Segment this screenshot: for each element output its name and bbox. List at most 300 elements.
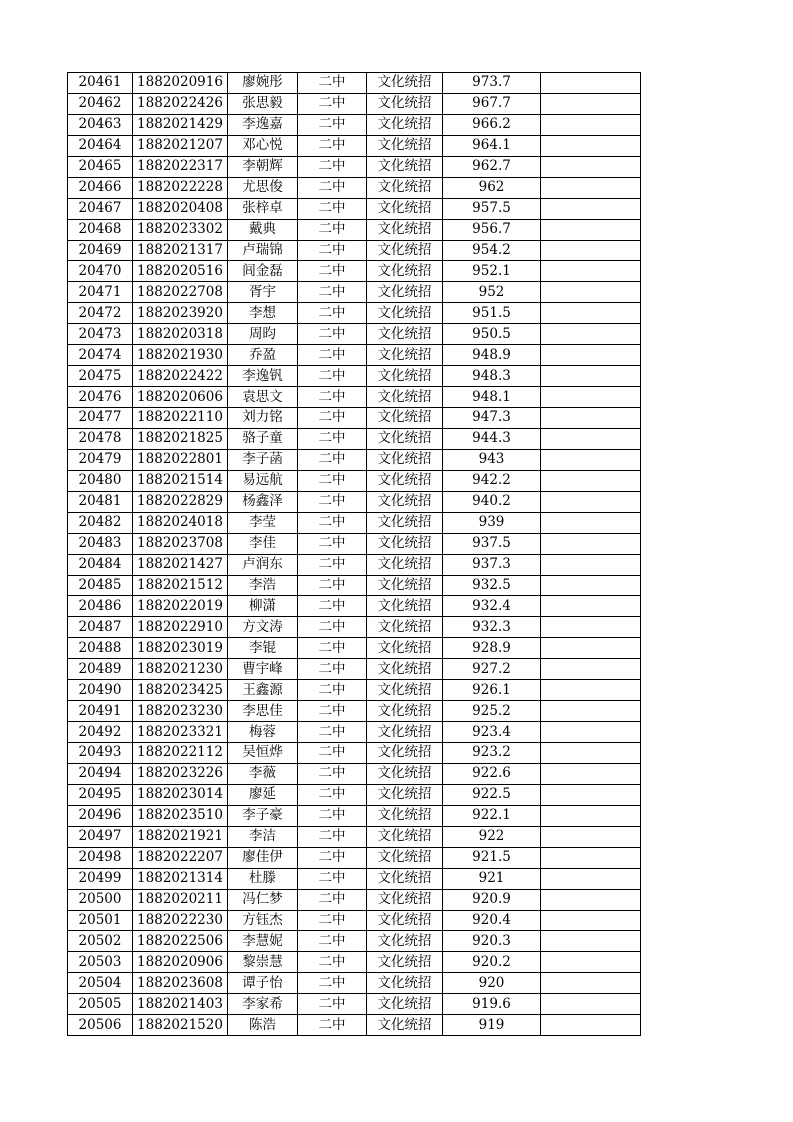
table-row [68, 889, 641, 910]
empty-remarks-cell [541, 617, 641, 638]
school-cell: 二中 [298, 449, 367, 470]
table-row [68, 303, 641, 324]
candidate-id-cell: 1882022207 [133, 847, 228, 868]
empty-remarks-cell [541, 868, 641, 889]
empty-remarks-cell [541, 135, 641, 156]
empty-remarks-cell [541, 596, 641, 617]
student-name-cell: 梅蓉 [228, 722, 298, 743]
admission-type-cell: 文化统招 [367, 177, 443, 198]
student-name-cell: 李浩 [228, 575, 298, 596]
serial-number-cell: 20494 [68, 763, 133, 784]
table-row [68, 73, 641, 94]
school-cell: 二中 [298, 512, 367, 533]
candidate-id-cell: 1882021512 [133, 575, 228, 596]
candidate-id-cell: 1882022112 [133, 743, 228, 764]
table-row [68, 784, 641, 805]
empty-remarks-cell [541, 303, 641, 324]
admission-type-cell: 文化统招 [367, 240, 443, 261]
score-cell: 948.3 [443, 366, 541, 387]
table-row [68, 387, 641, 408]
table-row [68, 973, 641, 994]
table-row [68, 219, 641, 240]
admission-type-cell: 文化统招 [367, 680, 443, 701]
empty-remarks-cell [541, 952, 641, 973]
student-name-cell: 刘力铭 [228, 408, 298, 429]
student-name-cell: 周昀 [228, 324, 298, 345]
table-row [68, 408, 641, 429]
empty-remarks-cell [541, 324, 641, 345]
empty-remarks-cell [541, 994, 641, 1015]
empty-remarks-cell [541, 177, 641, 198]
admission-type-cell: 文化统招 [367, 889, 443, 910]
serial-number-cell: 20463 [68, 114, 133, 135]
serial-number-cell: 20469 [68, 240, 133, 261]
candidate-id-cell: 1882022829 [133, 491, 228, 512]
serial-number-cell: 20471 [68, 282, 133, 303]
admission-type-cell: 文化统招 [367, 156, 443, 177]
serial-number-cell: 20493 [68, 743, 133, 764]
empty-remarks-cell [541, 533, 641, 554]
student-name-cell: 冯仁梦 [228, 889, 298, 910]
serial-number-cell: 20489 [68, 659, 133, 680]
candidate-id-cell: 1882021314 [133, 868, 228, 889]
school-cell: 二中 [298, 784, 367, 805]
serial-number-cell: 20480 [68, 470, 133, 491]
student-name-cell: 张梓卓 [228, 198, 298, 219]
candidate-id-cell: 1882020516 [133, 261, 228, 282]
admission-type-cell: 文化统招 [367, 114, 443, 135]
score-cell: 920.2 [443, 952, 541, 973]
score-cell: 956.7 [443, 219, 541, 240]
school-cell: 二中 [298, 701, 367, 722]
admission-type-cell: 文化统招 [367, 408, 443, 429]
admission-type-cell: 文化统招 [367, 575, 443, 596]
school-cell: 二中 [298, 408, 367, 429]
admission-type-cell: 文化统招 [367, 973, 443, 994]
empty-remarks-cell [541, 156, 641, 177]
candidate-id-cell: 1882021921 [133, 826, 228, 847]
score-cell: 922.6 [443, 763, 541, 784]
student-name-cell: 张思毅 [228, 93, 298, 114]
candidate-id-cell: 1882022910 [133, 617, 228, 638]
student-name-cell: 李慧妮 [228, 931, 298, 952]
student-name-cell: 李逸嘉 [228, 114, 298, 135]
candidate-id-cell: 1882023226 [133, 763, 228, 784]
table-row [68, 617, 641, 638]
school-cell: 二中 [298, 722, 367, 743]
table-row [68, 470, 641, 491]
student-name-cell: 方钰杰 [228, 910, 298, 931]
candidate-id-cell: 1882022708 [133, 282, 228, 303]
empty-remarks-cell [541, 198, 641, 219]
school-cell: 二中 [298, 303, 367, 324]
admission-type-cell: 文化统招 [367, 952, 443, 973]
table-row [68, 1015, 641, 1036]
serial-number-cell: 20473 [68, 324, 133, 345]
empty-remarks-cell [541, 701, 641, 722]
empty-remarks-cell [541, 73, 641, 94]
candidate-id-cell: 1882023510 [133, 805, 228, 826]
score-cell: 962.7 [443, 156, 541, 177]
empty-remarks-cell [541, 659, 641, 680]
school-cell: 二中 [298, 554, 367, 575]
empty-remarks-cell [541, 575, 641, 596]
student-name-cell: 吴恒烨 [228, 743, 298, 764]
table-row [68, 114, 641, 135]
empty-remarks-cell [541, 889, 641, 910]
student-name-cell: 陈浩 [228, 1015, 298, 1036]
student-name-cell: 廖延 [228, 784, 298, 805]
table-row [68, 743, 641, 764]
school-cell: 二中 [298, 805, 367, 826]
score-cell: 920 [443, 973, 541, 994]
score-cell: 920.3 [443, 931, 541, 952]
school-cell: 二中 [298, 387, 367, 408]
admission-type-cell: 文化统招 [367, 743, 443, 764]
candidate-id-cell: 1882022506 [133, 931, 228, 952]
serial-number-cell: 20474 [68, 345, 133, 366]
score-cell: 937.5 [443, 533, 541, 554]
candidate-id-cell: 1882021930 [133, 345, 228, 366]
serial-number-cell: 20464 [68, 135, 133, 156]
empty-remarks-cell [541, 743, 641, 764]
serial-number-cell: 20491 [68, 701, 133, 722]
candidate-id-cell: 1882021317 [133, 240, 228, 261]
empty-remarks-cell [541, 219, 641, 240]
table-row [68, 135, 641, 156]
school-cell: 二中 [298, 156, 367, 177]
student-name-cell: 戴典 [228, 219, 298, 240]
admission-type-cell: 文化统招 [367, 763, 443, 784]
admission-type-cell: 文化统招 [367, 596, 443, 617]
score-cell: 932.5 [443, 575, 541, 596]
admission-roster-table [67, 72, 641, 1036]
table-row [68, 910, 641, 931]
candidate-id-cell: 1882021514 [133, 470, 228, 491]
student-name-cell: 方文涛 [228, 617, 298, 638]
candidate-id-cell: 1882022230 [133, 910, 228, 931]
score-cell: 966.2 [443, 114, 541, 135]
serial-number-cell: 20498 [68, 847, 133, 868]
empty-remarks-cell [541, 763, 641, 784]
candidate-id-cell: 1882023230 [133, 701, 228, 722]
serial-number-cell: 20499 [68, 868, 133, 889]
school-cell: 二中 [298, 763, 367, 784]
student-name-cell: 李家希 [228, 994, 298, 1015]
table-row [68, 596, 641, 617]
table-row [68, 659, 641, 680]
admission-type-cell: 文化统招 [367, 219, 443, 240]
admission-type-cell: 文化统招 [367, 135, 443, 156]
admission-type-cell: 文化统招 [367, 826, 443, 847]
empty-remarks-cell [541, 805, 641, 826]
school-cell: 二中 [298, 282, 367, 303]
school-cell: 二中 [298, 847, 367, 868]
student-name-cell: 卢润东 [228, 554, 298, 575]
admission-type-cell: 文化统招 [367, 428, 443, 449]
candidate-id-cell: 1882021207 [133, 135, 228, 156]
school-cell: 二中 [298, 617, 367, 638]
empty-remarks-cell [541, 93, 641, 114]
empty-remarks-cell [541, 847, 641, 868]
serial-number-cell: 20488 [68, 638, 133, 659]
score-cell: 922.1 [443, 805, 541, 826]
admission-type-cell: 文化统招 [367, 994, 443, 1015]
candidate-id-cell: 1882022422 [133, 366, 228, 387]
score-cell: 932.4 [443, 596, 541, 617]
student-name-cell: 黎崇慧 [228, 952, 298, 973]
school-cell: 二中 [298, 73, 367, 94]
table-row [68, 324, 641, 345]
school-cell: 二中 [298, 533, 367, 554]
score-cell: 952.1 [443, 261, 541, 282]
candidate-id-cell: 1882020408 [133, 198, 228, 219]
serial-number-cell: 20476 [68, 387, 133, 408]
student-name-cell: 卢瑞锦 [228, 240, 298, 261]
empty-remarks-cell [541, 554, 641, 575]
score-cell: 962 [443, 177, 541, 198]
student-name-cell: 王鑫源 [228, 680, 298, 701]
student-name-cell: 易远航 [228, 470, 298, 491]
empty-remarks-cell [541, 491, 641, 512]
candidate-id-cell: 1882023425 [133, 680, 228, 701]
candidate-id-cell: 1882022110 [133, 408, 228, 429]
candidate-id-cell: 1882022801 [133, 449, 228, 470]
table-row [68, 952, 641, 973]
admission-type-cell: 文化统招 [367, 387, 443, 408]
school-cell: 二中 [298, 324, 367, 345]
school-cell: 二中 [298, 1015, 367, 1036]
score-cell: 973.7 [443, 73, 541, 94]
admission-type-cell: 文化统招 [367, 512, 443, 533]
score-cell: 937.3 [443, 554, 541, 575]
candidate-id-cell: 1882020318 [133, 324, 228, 345]
score-cell: 920.4 [443, 910, 541, 931]
score-cell: 948.1 [443, 387, 541, 408]
admission-type-cell: 文化统招 [367, 93, 443, 114]
school-cell: 二中 [298, 638, 367, 659]
serial-number-cell: 20470 [68, 261, 133, 282]
admission-type-cell: 文化统招 [367, 659, 443, 680]
admission-type-cell: 文化统招 [367, 701, 443, 722]
serial-number-cell: 20485 [68, 575, 133, 596]
serial-number-cell: 20501 [68, 910, 133, 931]
table-row [68, 156, 641, 177]
candidate-id-cell: 1882023019 [133, 638, 228, 659]
table-row [68, 261, 641, 282]
table-row [68, 680, 641, 701]
school-cell: 二中 [298, 240, 367, 261]
score-cell: 952 [443, 282, 541, 303]
serial-number-cell: 20465 [68, 156, 133, 177]
score-cell: 951.5 [443, 303, 541, 324]
school-cell: 二中 [298, 93, 367, 114]
school-cell: 二中 [298, 366, 367, 387]
student-name-cell: 杨鑫泽 [228, 491, 298, 512]
school-cell: 二中 [298, 177, 367, 198]
serial-number-cell: 20475 [68, 366, 133, 387]
student-name-cell: 廖婉彤 [228, 73, 298, 94]
candidate-id-cell: 1882023920 [133, 303, 228, 324]
student-name-cell: 邓心悦 [228, 135, 298, 156]
student-name-cell: 李朝辉 [228, 156, 298, 177]
admission-type-cell: 文化统招 [367, 324, 443, 345]
serial-number-cell: 20486 [68, 596, 133, 617]
score-cell: 921 [443, 868, 541, 889]
serial-number-cell: 20483 [68, 533, 133, 554]
score-cell: 920.9 [443, 889, 541, 910]
admission-type-cell: 文化统招 [367, 784, 443, 805]
school-cell: 二中 [298, 596, 367, 617]
candidate-id-cell: 1882020211 [133, 889, 228, 910]
empty-remarks-cell [541, 722, 641, 743]
table-row [68, 701, 641, 722]
candidate-id-cell: 1882021825 [133, 428, 228, 449]
candidate-id-cell: 1882023708 [133, 533, 228, 554]
student-name-cell: 李逸钒 [228, 366, 298, 387]
admission-type-cell: 文化统招 [367, 491, 443, 512]
school-cell: 二中 [298, 491, 367, 512]
empty-remarks-cell [541, 261, 641, 282]
candidate-id-cell: 1882022426 [133, 93, 228, 114]
school-cell: 二中 [298, 952, 367, 973]
score-cell: 942.2 [443, 470, 541, 491]
serial-number-cell: 20484 [68, 554, 133, 575]
candidate-id-cell: 1882024018 [133, 512, 228, 533]
student-name-cell: 尤思俊 [228, 177, 298, 198]
student-name-cell: 李莹 [228, 512, 298, 533]
admission-type-cell: 文化统招 [367, 931, 443, 952]
admission-type-cell: 文化统招 [367, 73, 443, 94]
candidate-id-cell: 1882020606 [133, 387, 228, 408]
serial-number-cell: 20477 [68, 408, 133, 429]
candidate-id-cell: 1882021403 [133, 994, 228, 1015]
table-row [68, 240, 641, 261]
student-name-cell: 李薇 [228, 763, 298, 784]
score-cell: 944.3 [443, 428, 541, 449]
serial-number-cell: 20492 [68, 722, 133, 743]
student-name-cell: 杜滕 [228, 868, 298, 889]
admission-type-cell: 文化统招 [367, 345, 443, 366]
school-cell: 二中 [298, 219, 367, 240]
empty-remarks-cell [541, 680, 641, 701]
school-cell: 二中 [298, 135, 367, 156]
serial-number-cell: 20487 [68, 617, 133, 638]
table-row [68, 722, 641, 743]
admission-type-cell: 文化统招 [367, 722, 443, 743]
school-cell: 二中 [298, 868, 367, 889]
empty-remarks-cell [541, 470, 641, 491]
school-cell: 二中 [298, 659, 367, 680]
serial-number-cell: 20481 [68, 491, 133, 512]
table-row [68, 449, 641, 470]
serial-number-cell: 20502 [68, 931, 133, 952]
table-row [68, 533, 641, 554]
table-row [68, 868, 641, 889]
student-name-cell: 李子豪 [228, 805, 298, 826]
empty-remarks-cell [541, 826, 641, 847]
table-row [68, 638, 641, 659]
admission-type-cell: 文化统招 [367, 303, 443, 324]
roster-body [68, 73, 641, 1036]
empty-remarks-cell [541, 449, 641, 470]
serial-number-cell: 20468 [68, 219, 133, 240]
empty-remarks-cell [541, 408, 641, 429]
admission-type-cell: 文化统招 [367, 868, 443, 889]
empty-remarks-cell [541, 910, 641, 931]
candidate-id-cell: 1882023321 [133, 722, 228, 743]
student-name-cell: 闾金磊 [228, 261, 298, 282]
table-row [68, 575, 641, 596]
table-row [68, 366, 641, 387]
student-name-cell: 谭子怡 [228, 973, 298, 994]
candidate-id-cell: 1882021230 [133, 659, 228, 680]
score-cell: 923.4 [443, 722, 541, 743]
empty-remarks-cell [541, 638, 641, 659]
school-cell: 二中 [298, 680, 367, 701]
admission-type-cell: 文化统招 [367, 847, 443, 868]
school-cell: 二中 [298, 826, 367, 847]
empty-remarks-cell [541, 428, 641, 449]
student-name-cell: 李锟 [228, 638, 298, 659]
school-cell: 二中 [298, 198, 367, 219]
student-name-cell: 胥宇 [228, 282, 298, 303]
student-name-cell: 李想 [228, 303, 298, 324]
student-name-cell: 骆子童 [228, 428, 298, 449]
empty-remarks-cell [541, 387, 641, 408]
admission-type-cell: 文化统招 [367, 638, 443, 659]
score-cell: 947.3 [443, 408, 541, 429]
score-cell: 922 [443, 826, 541, 847]
admission-type-cell: 文化统招 [367, 910, 443, 931]
table-row [68, 177, 641, 198]
table-row [68, 847, 641, 868]
admission-type-cell: 文化统招 [367, 282, 443, 303]
school-cell: 二中 [298, 889, 367, 910]
score-cell: 957.5 [443, 198, 541, 219]
score-cell: 943 [443, 449, 541, 470]
candidate-id-cell: 1882023302 [133, 219, 228, 240]
candidate-id-cell: 1882022019 [133, 596, 228, 617]
serial-number-cell: 20479 [68, 449, 133, 470]
student-name-cell: 李子菡 [228, 449, 298, 470]
score-cell: 921.5 [443, 847, 541, 868]
score-cell: 928.9 [443, 638, 541, 659]
candidate-id-cell: 1882021427 [133, 554, 228, 575]
candidate-id-cell: 1882022228 [133, 177, 228, 198]
table-row [68, 282, 641, 303]
serial-number-cell: 20495 [68, 784, 133, 805]
school-cell: 二中 [298, 994, 367, 1015]
admission-type-cell: 文化统招 [367, 261, 443, 282]
school-cell: 二中 [298, 743, 367, 764]
serial-number-cell: 20472 [68, 303, 133, 324]
score-cell: 919.6 [443, 994, 541, 1015]
school-cell: 二中 [298, 910, 367, 931]
empty-remarks-cell [541, 1015, 641, 1036]
school-cell: 二中 [298, 345, 367, 366]
school-cell: 二中 [298, 470, 367, 491]
serial-number-cell: 20482 [68, 512, 133, 533]
serial-number-cell: 20478 [68, 428, 133, 449]
school-cell: 二中 [298, 261, 367, 282]
admission-type-cell: 文化统招 [367, 533, 443, 554]
student-name-cell: 乔盈 [228, 345, 298, 366]
score-cell: 919 [443, 1015, 541, 1036]
serial-number-cell: 20461 [68, 73, 133, 94]
school-cell: 二中 [298, 575, 367, 596]
admission-type-cell: 文化统招 [367, 805, 443, 826]
